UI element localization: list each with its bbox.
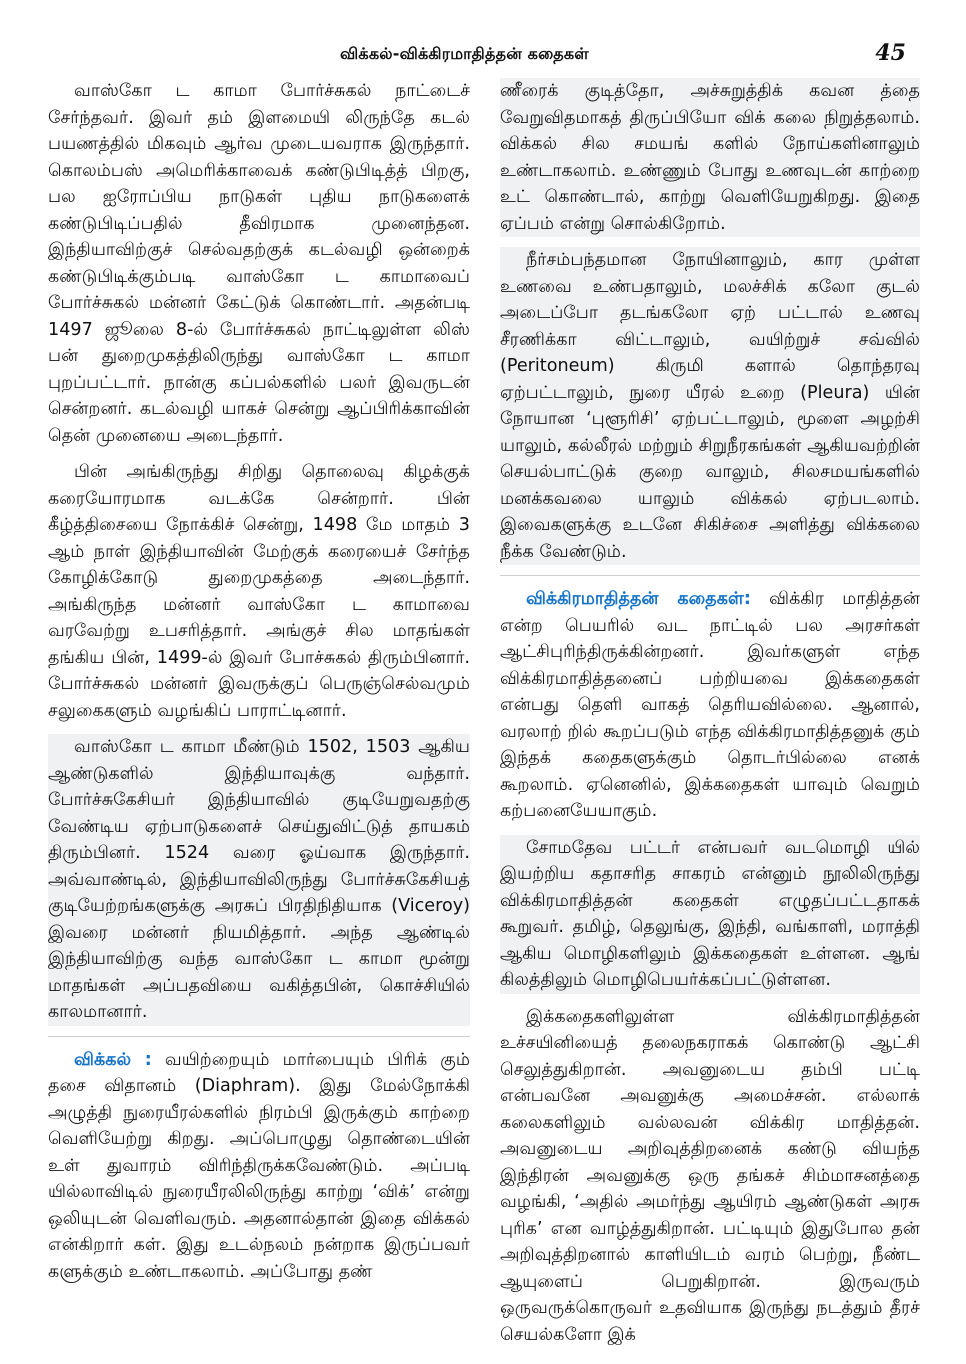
vikramaditya-text: விக்கிர மாதித்தன் என்ற பெயரில் வட நாட்டில் பல அரசர்கள் ஆட்சிபுரிந்திருக்கின்றனர். இவர்களுள் எந்த விக்கிரமாதித்தனைப் பற்றியவை இக்கதைகள் என்பது தெளி வாகத் தெரியவில்லை. ஆனால், வரலாற் றில் கூறப்படும் எந்த விக்கிரமாதித்தனுக் கும் இந்தக் கதைகளுக்கும் தொடர்பில்லை எனக் கூறலாம். ஏனெனில், இக்கதைகள் யாவும் வெறும் கற்பனையேயாகும். xyxy=(500,589,920,821)
vasco-da-gama-paragraph-2: பின் அங்கிருந்து சிறிது தொலைவு கிழக்குக் கரையோரமாக வடக்கே சென்றார். பின் கீழ்த்திசையை நோக்கிச் சென்று, 1498 மே மாதம் 3 ஆம் நாள் இந்தியாவின் மேற்குக் கரையைச் சேர்ந்த கோழிக்கோடு துறைமுகத்தை அடைந்தார். அங்கிருந்த மன்னர் வாஸ்கோ ட காமாவை வரவேற்று உபசரித்தார். அங்குச் சில மாதங்கள் தங்கிய பின், 1499-ல் இவர் போச்சுகல் திரும்பினார். போர்ச்சுகல் மன்னர் இவருக்குப் பெருஞ்செல்வமும் சலுகைகளும் வழங்கிப் பாராட்டினார். xyxy=(48,462,470,721)
left-column xyxy=(48,78,470,1350)
vasco-da-gama-paragraph-1: வாஸ்கோ ட காமா போர்ச்சுகல் நாட்டைச் சேர்ந்தவர். இவர் தம் இளமையி லிருந்தே கடல் பயணத்தில் மிகவும் ஆர்வ முடையவராக இருந்தார். கொலம்பஸ் அமெரிக்காவைக் கண்டுபிடித்த் பிறகு, பல ஐரோப்பிய நாடுகள் புதிய நாடுகளைக் கண்டுபிடிப்பதில் தீவிரமாக முனைந்தன. இந்தியாவிற்குச் செல்வதற்குக் கடல்வழி ஒன்றைக் கண்டுபிடிக்கும்படி வாஸ்கோ ட காமாவைப் போர்ச்சுகல் மன்னர் கேட்டுக் கொண்டார். அதன்படி 1497 ஜூலை 8-ல் போர்ச்சுகல் நாட்டிலுள்ள லிஸ் பன் துறைமுகத்திலிருந்து வாஸ்கோ ட காமா புறப்பட்டார். நான்கு கப்பல்களில் பலர் இவருடன் சென்றனர். கடல்வழி யாகச் சென்று ஆப்பிரிக்காவின் தென் முனையை அடைந்தார். xyxy=(48,81,470,446)
page-number: 45 xyxy=(875,40,906,66)
section-divider xyxy=(48,1036,470,1037)
hiccup-text: வயிற்றையும் மார்பையும் பிரிக் கும் தசை விதானம் (Diaphram). இது மேல்நோக்கி அழுத்தி நுரையீரல்களில் நிரம்பி இருக்கும் காற்றை வெளியேற்று கிறது. அப்பொழுது தொண்டையின் உள் துவாரம் விரிந்திருக்கவேண்டும். அப்படி யில்லாவிடில் நுரையீரலிலிருந்து காற்று ‘விக்’ என்று ஒலியுடன் வெளிவரும். அதனால்தான் இதை விக்கல் என்கிறார் கள். இது உடல்நலம் நன்றாக இருப்பவர் களுக்கும் உண்டாகலாம். அப்போது தண் xyxy=(48,1049,470,1282)
vikramaditya-source-paragraph: சோமதேவ பட்டர் என்பவர் வடமொழி யில் இயற்றிய கதாசரித சாகரம் என்னும் நூலிலிருந்து விக்கிரமாதித்தன் கதைகள் எழுதப்பட்டதாகக் கூறுவர். தமிழ், தெலுங்கு, இந்தி, வங்காளி, மராத்தி ஆகிய மொழிகளிலும் இக்கதைகள் உள்ளன. ஆங் கிலத்திலும் மொழிபெயர்க்கப்பட்டுள்ளன. xyxy=(500,835,920,994)
hiccup-continuation: ணீரைக் குடித்தோ, அச்சுறுத்திக் கவன த்தை வேறுவிதமாகத் திருப்பியோ விக் கலை நிறுத்தலாம். விக்கல் சில சமயங் களில் நோய்களினாலும் உண்டாகலாம். உண்ணும் போது உணவுடன் காற்றை உட் கொண்டால், காற்று வெளியேறுகிறது. இதை ஏப்பம் என்று சொல்கிறோம். xyxy=(500,78,920,237)
vikramaditya-heading: விக்கிரமாதித்தன் கதைகள்: xyxy=(526,589,751,609)
running-title: விக்கல்-விக்கிரமாதித்தன் கதைகள் xyxy=(340,44,589,63)
right-column xyxy=(500,78,920,1350)
vikramaditya-section xyxy=(500,586,920,825)
hiccup-causes-paragraph: நீர்சம்பந்தமான நோயினாலும், கார முள்ள உணவை உண்பதாலும், மலச்சிக் கலோ குடல் அடைப்போ தடங்கலோ ஏற் பட்டால் உணவு சீரணிக்கா விட்டாலும், வயிற்றுச் சவ்வில் (Peritoneum) கிருமி களால் தொந்தரவு ஏற்பட்டாலும், நுரை யீரல் உறை (Pleura) யின் நோயான ‘புளூரிசி’ ஏற்பட்டாலும், மூளை அழற்சி யாலும், கல்லீரல் மற்றும் சிறுநீரகங்கள் ஆகியவற்றின் செயல்பாட்டுக் குறை வாலும், சிலசமயங்களில் மனக்கவலை யாலும் விக்கல் ஏற்படலாம். இவைகளுக்கு உடனே சிகிச்சை அளித்து விக்கலை நீக்க வேண்டும். xyxy=(500,247,920,565)
vasco-da-gama-paragraph-3: வாஸ்கோ ட காமா மீண்டும் 1502, 1503 ஆகிய ஆண்டுகளில் இந்தியாவுக்கு வந்தார். போர்ச்சுகேசியர் இந்தியாவில் குடியேறுவதற்கு வேண்டிய ஏற்பாடுகளைச் செய்துவிட்டுத் தாயகம் திரும்பினர். 1524 வரை ஓய்வாக இருந்தார். அவ்வாண்டில், இந்தியாவிலிருந்து போர்ச்சுகேசியத் குடியேற்றங்களுக்கு அரசுப் பிரதிநிதியாக (Viceroy) இவரை மன்னர் நியமித்தார். அந்த ஆண்டில் இந்தியாவிற்கு வந்த வாஸ்கோ ட காமா மூன்று மாதங்கள் அப்பதவியை வகித்தபின், கொச்சியில் காலமானார். xyxy=(48,734,470,1026)
hiccup-heading: விக்கல் : xyxy=(74,1049,152,1070)
page-header xyxy=(0,42,966,70)
hiccup-section xyxy=(48,1047,470,1286)
vikramaditya-story-paragraph: இக்கதைகளிலுள்ள விக்கிரமாதித்தன் உச்சயினியைத் தலைநகராகக் கொண்டு ஆட்சி செலுத்துகிறான். அவனுடைய தம்பி பட்டி என்பவனே அவனுக்கு அமைச்சன். எல்லாக் கலைகளிலும் வல்லவன் விக்கிர மாதித்தன். அவனுடைய அறிவுத்திறனைக் கண்டு வியந்த இந்திரன் அவனுக்கு ஒரு தங்கச் சிம்மாசனத்தை வழங்கி, ‘அதில் அமர்ந்து ஆயிரம் ஆண்டுகள் அரசு புரிக’ என வாழ்த்துகிறான். பட்டியும் இதுபோல தன் அறிவுத்திறனால் காளியிடம் வரம் பெற்று, நீண்ட ஆயுளைப் பெறுகிறான். இருவரும் ஒருவருக்கொருவர் உதவியாக இருந்து நடத்தும் தீரச் செயல்களோ இக் xyxy=(500,1006,920,1345)
section-divider xyxy=(500,575,920,576)
